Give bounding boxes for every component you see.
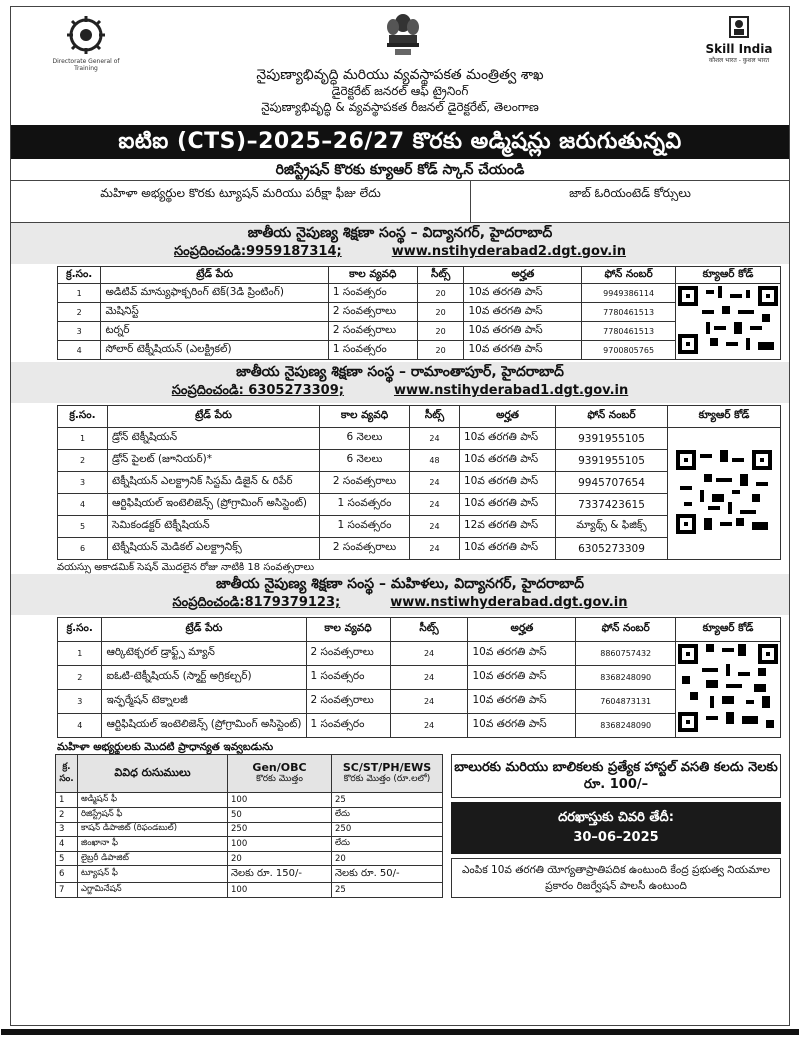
- dgt-caption: Directorate General of Training: [52, 58, 120, 72]
- fee-header-row: [56, 755, 443, 793]
- col-qualification: అర్హత: [464, 267, 582, 284]
- fee-col-sno: క్ర. సం.: [56, 755, 78, 793]
- skill-india-logo: [699, 15, 779, 64]
- qr-code-1[interactable]: [676, 284, 781, 360]
- admission-notice: [10, 6, 790, 1026]
- fee-col-gen: Gen/OBC కొరకు మొత్తం: [228, 755, 332, 793]
- institute-title: జాతీయ నైపుణ్య శిక్షణా సంస్థ – రామాంతాపూర్, హైదరాబాద్: [236, 364, 564, 380]
- age-note: వయస్సు అకాడమిక్ సెషన్ మొదలైన రోజు నాటికి 18 సంవత్సరాలు: [57, 562, 315, 573]
- qr-code-2[interactable]: [668, 428, 781, 560]
- qr-code-icon[interactable]: [678, 644, 778, 732]
- col-duration: కాల వ్యవధి: [328, 267, 417, 284]
- dgt-logo: [41, 15, 131, 72]
- col-qr: క్యూఆర్ కోడ్: [676, 267, 781, 284]
- institute-phone: సంప్రదించండి: 6305273309;: [171, 383, 344, 398]
- table-row: 2 డ్రోన్ పైలట్ (జూనియర్)* 6 నెలలు 48 10వ తరగతి పాస్ 9391955105: [58, 450, 781, 472]
- deadline-box: [451, 802, 781, 854]
- institute-website-link[interactable]: www.nstiwhyderabad.dgt.gov.in: [390, 595, 628, 610]
- table-row: 4 జింఖానా ఫీ 100 లేదు: [56, 837, 443, 852]
- col-seats: సీట్స్: [417, 267, 464, 284]
- gear-icon: [66, 15, 106, 55]
- fee-waiver-text: మహిళా అభ్యర్థుల కొరకు ట్యూషన్ మరియు పరీక్షా ఫీజు లేదు: [11, 181, 471, 222]
- scan-instruction: రిజిస్ట్రేషన్ కొరకు క్యూఆర్ కోడ్ స్కాన్ చేయండి: [11, 159, 789, 181]
- bottom-section: [11, 754, 789, 898]
- directorate-line: డైరెక్టరేట్ జనరల్ ఆఫ్ ట్రైనింగ్: [331, 84, 469, 98]
- col-phone: ఫోన్ నంబర్: [582, 267, 676, 284]
- table-row: 1 అడిటివ్ మాన్యుఫాక్చరింగ్ టెక్(3డి ప్రింటింగ్) 1 సంవత్సరం 20 10వ తరగతి పాస్ 9949386114: [58, 284, 781, 303]
- table-row: 4 ఆర్టిఫిషియల్ ఇంటెలిజెన్స్ (ప్రోగ్రామింగ్ అసిస్టెంట్) 1 సంవత్సరం 24 10వ తరగతి పాస్ 8368248090: [58, 714, 781, 738]
- institute-2-header: [11, 362, 789, 403]
- table-row: 4 సోలార్ టెక్నీషియన్ (ఎలక్ట్రికల్) 1 సంవత్సరం 20 10వ తరగతి పాస్ 9700805765: [58, 341, 781, 360]
- deadline-label: దరఖాస్తుకు చివరి తేదీ:: [558, 810, 674, 825]
- skill-india-icon: [728, 15, 750, 39]
- ministry-line: నైపుణ్యాభివృద్ధి మరియు వ్యవస్థాపకత మంత్రిత్వ శాఖ: [256, 67, 544, 83]
- qr-code-icon[interactable]: [678, 286, 778, 354]
- fee-table: [55, 754, 443, 898]
- table-row: 5 సెమికండక్టర్ టెక్నీషియన్ 1 సంవత్సరం 24 12వ తరగతి పాస్ మ్యాథ్స్ & ఫిజిక్స్: [58, 516, 781, 538]
- table-row: 2 మెషినిస్ట్ 2 సంవత్సరాలు 20 10వ తరగతి పాస్ 7780461513: [58, 303, 781, 322]
- table-row: 1 ఆర్కిటెక్చరల్ డ్రాఫ్ట్స్ మ్యాన్ 2 సంవత్సరాలు 24 10వ తరగతి పాస్ 8860757432: [58, 642, 781, 666]
- table-row: 3 టర్నర్ 2 సంవత్సరాలు 20 10వ తరగతి పాస్ 7780461513: [58, 322, 781, 341]
- table-row: 3 టెక్నీషియన్ ఎలక్ట్రానిక్ సిస్టమ్ డిజైన్ & రిపేర్ 2 సంవత్సరాలు 24 10వ తరగతి పాస్ 9945707654: [58, 472, 781, 494]
- admission-banner: ఐటిఐ (CTS)–2025–26/27 కొరకు అడ్మిషన్లు జరుగుతున్నవి: [11, 125, 789, 159]
- institute-website-link[interactable]: www.nstihyderabad1.dgt.gov.in: [393, 383, 629, 398]
- regional-line: నైపుణ్యాభివృద్ధి & వ్యవస్థాపకత రీజనల్ డైరెక్టరేట్, తెలంగాణ: [261, 100, 539, 114]
- info-panel: [451, 754, 781, 898]
- table-row: 3 కాషన్ డిపాజిట్ (రిఫండబుల్) 250 250: [56, 822, 443, 837]
- table-row: 6 టెక్నీషియన్ మెడికల్ ఎలక్ట్రానిక్స్ 2 సంవత్సరాలు 24 10వ తరగతి పాస్ 6305273309: [58, 538, 781, 560]
- institute-2-table: [57, 405, 781, 560]
- table-row: 2 ఐఓటి-టెక్నీషియన్ (స్మార్ట్ అగ్రికల్చర్) 1 సంవత్సరం 24 10వ తరగతి పాస్ 8368248090: [58, 666, 781, 690]
- institute-3-header: [11, 574, 789, 615]
- job-oriented-text: జాబ్ ఓరియంటెడ్ కోర్సులు: [569, 186, 691, 200]
- national-emblem-icon: [381, 11, 425, 61]
- institute-website-link[interactable]: www.nstihyderabad2.dgt.gov.in: [391, 244, 626, 259]
- col-trade: ట్రేడ్ పేరు: [101, 267, 328, 284]
- table-header-row: క్ర.సం. ట్రేడ్ పేరు కాల వ్యవధి సీట్స్ అర్హత ఫోన్ నంబర్ క్యూఆర్ కోడ్: [58, 618, 781, 642]
- notice-header: [11, 7, 789, 125]
- institute-1-table: [57, 266, 781, 360]
- qr-code-icon[interactable]: [676, 450, 772, 534]
- table-row: 1 అడ్మిషన్ ఫీ 100 25: [56, 793, 443, 808]
- col-sno: క్ర.సం.: [58, 267, 101, 284]
- skill-india-sub: कौशल भारत - कुशल भारत: [708, 57, 770, 64]
- women-preference-note: మహిళా అభ్యర్థులకు మొదటి ప్రాధాన్యత ఇవ్వబడును: [57, 741, 274, 753]
- table-row: 4 ఆర్టిఫిషియల్ ఇంటెలిజెన్స్ (ప్రోగ్రామింగ్ అసిస్టెంట్) 1 సంవత్సరం 24 10వ తరగతి పాస్ 7337423615: [58, 494, 781, 516]
- table-row: 1 డ్రోన్ టెక్నీషియన్ 6 నెలలు 24 10వ తరగతి పాస్ 9391955105: [58, 428, 781, 450]
- deadline-date: 30–06–2025: [573, 830, 659, 845]
- skill-india-text: Skill India: [705, 42, 773, 56]
- selection-note: ఎంపిక 10వ తరగతి యోగ్యతాప్రాతిపదిక ఉంటుంది కేంద్ర ప్రభుత్వ నియమాల ప్రకారం రిజర్వేషన్ పాలసీ ఉంటుంది: [451, 858, 781, 898]
- table-header-row: క్ర.సం. ట్రేడ్ పేరు కాల వ్యవధి సీట్స్ అర్హత ఫోన్ నంబర్ క్యూఆర్ కోడ్: [58, 406, 781, 428]
- institute-title: జాతీయ నైపుణ్య శిక్షణా సంస్థ – విద్యానగర్, హైదరాబాద్: [247, 225, 553, 241]
- institute-1-header: [11, 223, 789, 264]
- fee-col-name: వివిధ రుసుములు: [78, 755, 228, 793]
- table-row: 6 ట్యూషన్ ఫీ నెలకు రూ. 150/- నెలకు రూ. 50/-: [56, 866, 443, 883]
- table-row: 3 ఇన్ఫర్మేషన్ టెక్నాలజీ 2 సంవత్సరాలు 24 10వ తరగతి పాస్ 7604873131: [58, 690, 781, 714]
- bottom-rule: [1, 1029, 799, 1035]
- qr-code-3[interactable]: [676, 642, 781, 738]
- institute-phone: సంప్రదించండి:8179379123;: [172, 595, 341, 610]
- hostel-info: బాలురకు మరియు బాలికలకు ప్రత్యేక హాస్టల్ వసతి కలదు నెలకు రూ. 100/–: [451, 754, 781, 798]
- table-row: 2 రిజిస్ట్రేషన్ ఫీ 50 లేదు: [56, 807, 443, 822]
- table-row: 5 లైబ్రరీ డిపాజిట్ 20 20: [56, 851, 443, 866]
- table-header-row: [58, 267, 781, 284]
- institute-phone: సంప్రదించండి:9959187314;: [174, 244, 342, 259]
- institute-3-table: [57, 617, 781, 738]
- highlight-row: [11, 181, 789, 223]
- table-row: 7 ఎగ్జామినేషన్ 100 25: [56, 883, 443, 898]
- fee-col-sc: SC/ST/PH/EWS కొరకు మొత్తం (రూ.లలో): [332, 755, 443, 793]
- institute-title: జాతీయ నైపుణ్య శిక్షణా సంస్థ – మహిళలు, విద్యానగర్, హైదరాబాద్: [216, 576, 584, 592]
